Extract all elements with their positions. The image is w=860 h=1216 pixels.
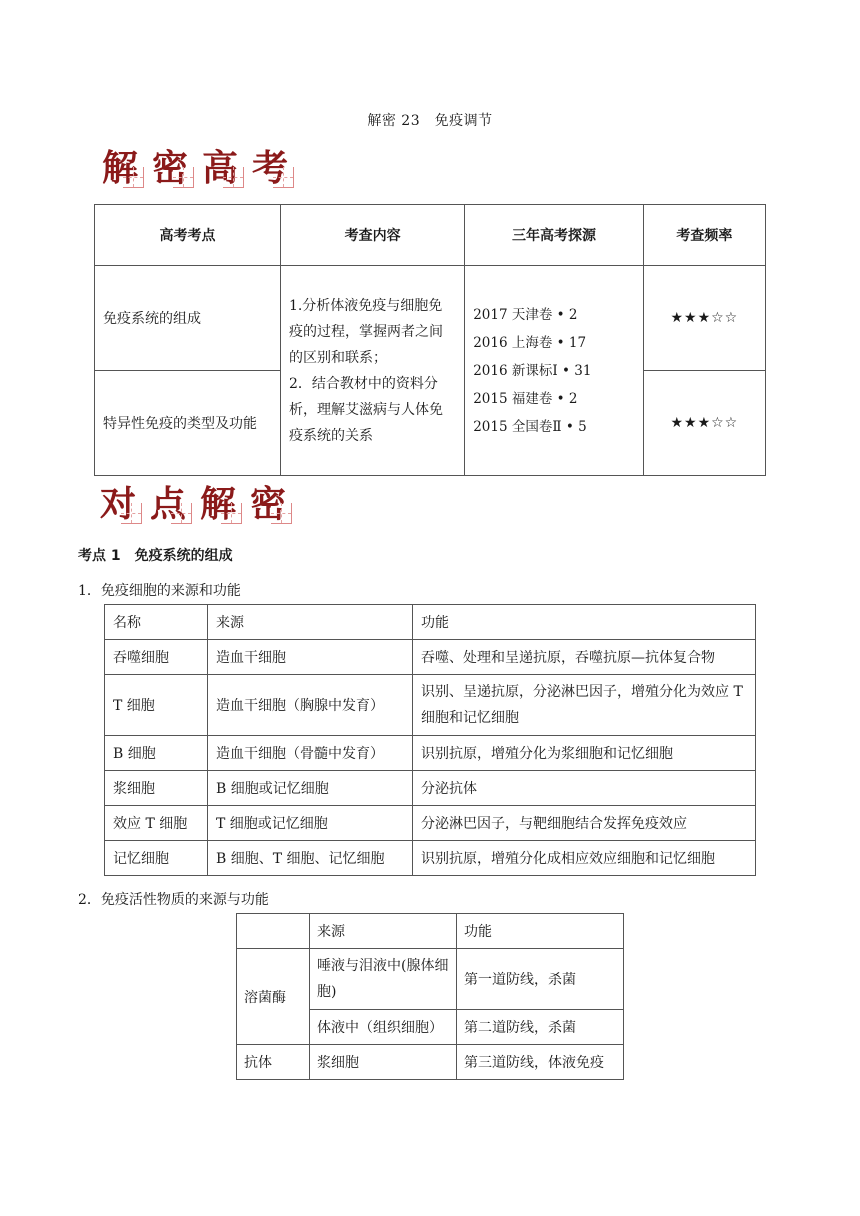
cell-name: 记忆细胞	[105, 841, 208, 876]
banner-char: 对	[96, 484, 140, 524]
section-heading: 考点 1 免疫系统的组成	[78, 548, 233, 564]
cell-function: 识别抗原，增殖分化为浆细胞和记忆细胞	[413, 736, 756, 771]
table-row	[95, 266, 766, 371]
cell-source: B 细胞或记忆细胞	[208, 771, 413, 806]
table-row	[237, 949, 624, 1010]
table-header: 考查内容	[280, 205, 464, 266]
content-line: 1.分析体液免疫与细胞免疫的过程，掌握两者之间的区别和联系；	[288, 297, 443, 366]
banner-duidian-jiemi	[96, 484, 290, 524]
cell-source: 造血干细胞	[208, 640, 413, 675]
banner-char: 点	[146, 484, 190, 524]
cell-name: B 细胞	[105, 736, 208, 771]
substance-function: 第一道防线，杀菌	[457, 949, 624, 1010]
banner-char: 密	[148, 148, 192, 188]
table-row	[237, 1045, 624, 1080]
table-header: 三年高考探源	[465, 205, 644, 266]
cell-name: 浆细胞	[105, 771, 208, 806]
cell-function: 识别抗原，增殖分化成相应效应细胞和记忆细胞	[413, 841, 756, 876]
cell-source: 造血干细胞（胸腺中发育）	[208, 675, 413, 736]
source-line: 2017 天津卷 • 2	[473, 306, 578, 323]
table-header: 来源	[208, 605, 413, 640]
table-row	[105, 841, 756, 876]
source-line: 2015 全国卷Ⅱ • 5	[473, 418, 587, 435]
table-row	[105, 640, 756, 675]
page-title: 解密 23 免疫调节	[367, 113, 493, 129]
substance-name: 抗体	[237, 1045, 310, 1080]
substance-function: 第二道防线，杀菌	[457, 1010, 624, 1045]
substance-name: 溶菌酶	[237, 949, 310, 1045]
cell-name: 效应 T 细胞	[105, 806, 208, 841]
table-header: 高考考点	[95, 205, 281, 266]
table-row	[105, 675, 756, 736]
exam-table	[94, 204, 766, 476]
table-row	[105, 806, 756, 841]
immune-substance-table	[236, 913, 624, 1080]
cell-source: B 细胞、T 细胞、记忆细胞	[208, 841, 413, 876]
table-header-row	[95, 205, 766, 266]
cell-name: T 细胞	[105, 675, 208, 736]
source-line: 2015 福建卷 • 2	[473, 390, 578, 407]
cell-function: 吞噬、处理和呈递抗原，吞噬抗原—抗体复合物	[413, 640, 756, 675]
banner-jiemi-gaokao	[98, 148, 292, 188]
table-header: 功能	[413, 605, 756, 640]
substance-source: 唾液与泪液中(腺体细胞)	[310, 949, 457, 1010]
exam-point: 免疫系统的组成	[95, 266, 281, 371]
substance-function: 第三道防线，体液免疫	[457, 1045, 624, 1080]
cell-function: 分泌抗体	[413, 771, 756, 806]
cell-name: 吞噬细胞	[105, 640, 208, 675]
banner-char: 解	[98, 148, 142, 188]
table-header: 功能	[457, 914, 624, 949]
table-row	[105, 771, 756, 806]
table-header	[237, 914, 310, 949]
exam-point: 特异性免疫的类型及功能	[95, 371, 281, 476]
content-line: 2．结合教材中的资料分析，理解艾滋病与人体免疫系统的关系	[288, 375, 443, 444]
immune-cell-table	[104, 604, 756, 876]
frequency-stars: ★★★☆☆	[643, 266, 765, 371]
table-header: 来源	[310, 914, 457, 949]
substance-source: 体液中（组织细胞）	[310, 1010, 457, 1045]
frequency-stars: ★★★☆☆	[643, 371, 765, 476]
cell-function: 识别、呈递抗原，分泌淋巴因子，增殖分化为效应 T 细胞和记忆细胞	[413, 675, 756, 736]
banner-char: 密	[246, 484, 290, 524]
table-header-row	[237, 914, 624, 949]
table-header-row	[105, 605, 756, 640]
sub-heading: 2．免疫活性物质的来源与功能	[78, 892, 269, 908]
banner-char: 高	[198, 148, 242, 188]
source-line: 2016 上海卷 • 17	[473, 334, 587, 351]
banner-char: 解	[196, 484, 240, 524]
sub-heading: 1．免疫细胞的来源和功能	[78, 583, 241, 599]
table-header: 名称	[105, 605, 208, 640]
cell-function: 分泌淋巴因子，与靶细胞结合发挥免疫效应	[413, 806, 756, 841]
table-header: 考查频率	[643, 205, 765, 266]
cell-source: 造血干细胞（骨髓中发育）	[208, 736, 413, 771]
exam-sources	[465, 266, 644, 476]
cell-source: T 细胞或记忆细胞	[208, 806, 413, 841]
substance-source: 浆细胞	[310, 1045, 457, 1080]
source-line: 2016 新课标Ⅰ • 31	[473, 362, 592, 379]
banner-char: 考	[248, 148, 292, 188]
exam-content	[280, 266, 464, 476]
table-row	[105, 736, 756, 771]
